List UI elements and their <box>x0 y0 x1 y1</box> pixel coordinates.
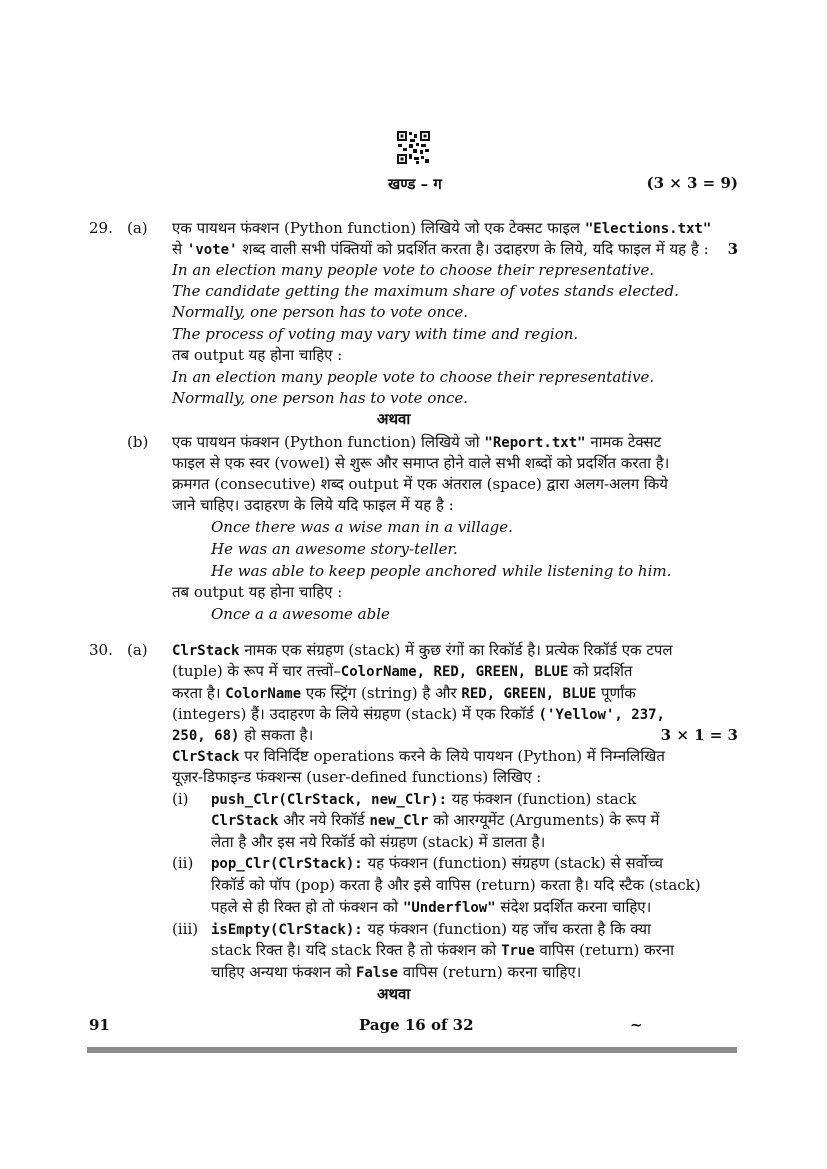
q30-item-ii-line-3: पहले से ही रिक्त हो तो फंक्शन को "Underflow" संदेश प्रदर्शित करना चाहिए। <box>211 898 652 916</box>
q30a-line-1: ClrStack नामक एक संग्रहण (stack) में कुछ रंगों का रिकॉर्ड है। प्रत्येक रिकॉर्ड एक टपल <box>172 641 673 659</box>
q29a-file-line: The candidate getting the maximum share of votes stands elected. <box>172 282 679 300</box>
q30a-line-5: 250, 68) हो सकता है। <box>172 726 314 744</box>
q29a-file-line: The process of voting may vary with time and region. <box>172 325 579 343</box>
q29b-file-line: He was an awesome story-teller. <box>211 540 458 558</box>
q30a-line-7: यूज़र-डिफाइन्ड फंक्शन्स (user-defined functions) लिखिए : <box>172 768 542 786</box>
q30a-line-4: (integers) हैं। उदाहरण के लिये संग्रहण (stack) में एक रिकॉर्ड ('Yellow', 237, <box>172 705 665 723</box>
q30-item-ii-line-1: pop_Clr(ClrStack): यह फंक्शन (function) संग्रहण (stack) से सर्वोच्च <box>211 854 664 872</box>
q29a-file-line: In an election many people vote to choose their representative. <box>172 261 655 279</box>
q30-or: अथवा <box>377 985 411 1003</box>
q30-item-label: (i) <box>172 790 189 808</box>
q29a-line-1: एक पायथन फंक्शन (Python function) लिखिये जो एक टेक्सट फाइल "Elections.txt" <box>172 219 712 237</box>
q29a-file-line: Normally, one person has to vote once. <box>172 303 469 321</box>
q29a-label: (a) <box>127 219 148 237</box>
q29a-output-line: Normally, one person has to vote once. <box>172 389 469 407</box>
q29b-line-1: एक पायथन फंक्शन (Python function) लिखिये जो "Report.txt" नामक टेक्सट <box>172 433 662 451</box>
q30-item-iii-line-3: चाहिए अन्यथा फंक्शन को False वापिस (return) करना चाहिए। <box>211 963 582 981</box>
q30-item-label: (iii) <box>172 920 199 938</box>
q29b-output-line: Once a a awesome able <box>211 605 390 623</box>
q29b-label: (b) <box>127 433 149 451</box>
q29b-line-4: जाने चाहिए। उदाहरण के लिये यदि फाइल में यह है : <box>172 496 454 514</box>
footer-code: 91 <box>89 1016 110 1034</box>
qr-code-icon <box>397 131 430 164</box>
q30-item-iii-line-1: isEmpty(ClrStack): यह फंक्शन (function) यह जाँच करता है कि क्या <box>211 920 651 938</box>
q29b-file-line: He was able to keep people anchored while listening to him. <box>211 562 672 580</box>
q29a-line-2: से 'vote' शब्द वाली सभी पंक्तियों को प्रदर्शित करता है। उदाहरण के लिये, यदि फाइल में यह है : <box>172 240 709 258</box>
q29-number: 29. <box>89 219 113 237</box>
q30a-line-2: (tuple) के रूप में चार तत्त्वों–ColorName, RED, GREEN, BLUE को प्रदर्शित <box>172 662 633 680</box>
q29-or: अथवा <box>377 410 411 428</box>
page-number: Page 16 of 32 <box>359 1016 474 1034</box>
q30-item-i-line-1: push_Clr(ClrStack, new_Clr): यह फंक्शन (function) stack <box>211 790 637 808</box>
q29a-output-label: तब output यह होना चाहिए : <box>172 346 343 364</box>
q30a-line-3: करता है। ColorName एक स्ट्रिंग (string) है और RED, GREEN, BLUE पूर्णांक <box>172 684 636 702</box>
q29b-line-2: फाइल से एक स्वर (vowel) से शुरू और समाप्त होने वाले सभी शब्दों को प्रदर्शित करता है। <box>172 454 670 472</box>
q29b-file-line: Once there was a wise man in a village. <box>211 518 513 536</box>
q29a-marks: 3 <box>727 240 738 258</box>
section-marks: (3 × 3 = 9) <box>646 174 738 192</box>
q30a-line-6: ClrStack पर विनिर्दिष्ट operations करने के लिये पायथन (Python) में निम्नलिखित <box>172 747 665 765</box>
q30a-label: (a) <box>127 641 148 659</box>
q29b-output-label: तब output यह होना चाहिए : <box>172 583 343 601</box>
footer-divider <box>87 1047 737 1053</box>
q30-item-i-line-2: ClrStack और नये रिकॉर्ड new_Clr को आरग्यूमेंट (Arguments) के रूप में <box>211 811 660 829</box>
q30-number: 30. <box>89 641 113 659</box>
q29b-line-3: क्रमगत (consecutive) शब्द output में एक अंतराल (space) द्वारा अलग-अलग किये <box>172 475 669 493</box>
q30-item-iii-line-2: stack रिक्त है। यदि stack रिक्त है तो फंक्शन को True वापिस (return) करना <box>211 941 674 959</box>
q30-item-label: (ii) <box>172 854 194 872</box>
q30-item-i-line-3: लेता है और इस नये रिकॉर्ड को संग्रहण (stack) में डालता है। <box>211 833 546 851</box>
section-title: खण्ड – ग <box>388 175 442 193</box>
q30a-marks: 3 × 1 = 3 <box>660 726 738 744</box>
footer-mark: ~ <box>630 1016 643 1034</box>
q30-item-ii-line-2: रिकॉर्ड को पॉप (pop) करता है और इसे वापिस (return) करता है। यदि स्टैक (stack) <box>211 876 701 894</box>
q29a-output-line: In an election many people vote to choose their representative. <box>172 368 655 386</box>
